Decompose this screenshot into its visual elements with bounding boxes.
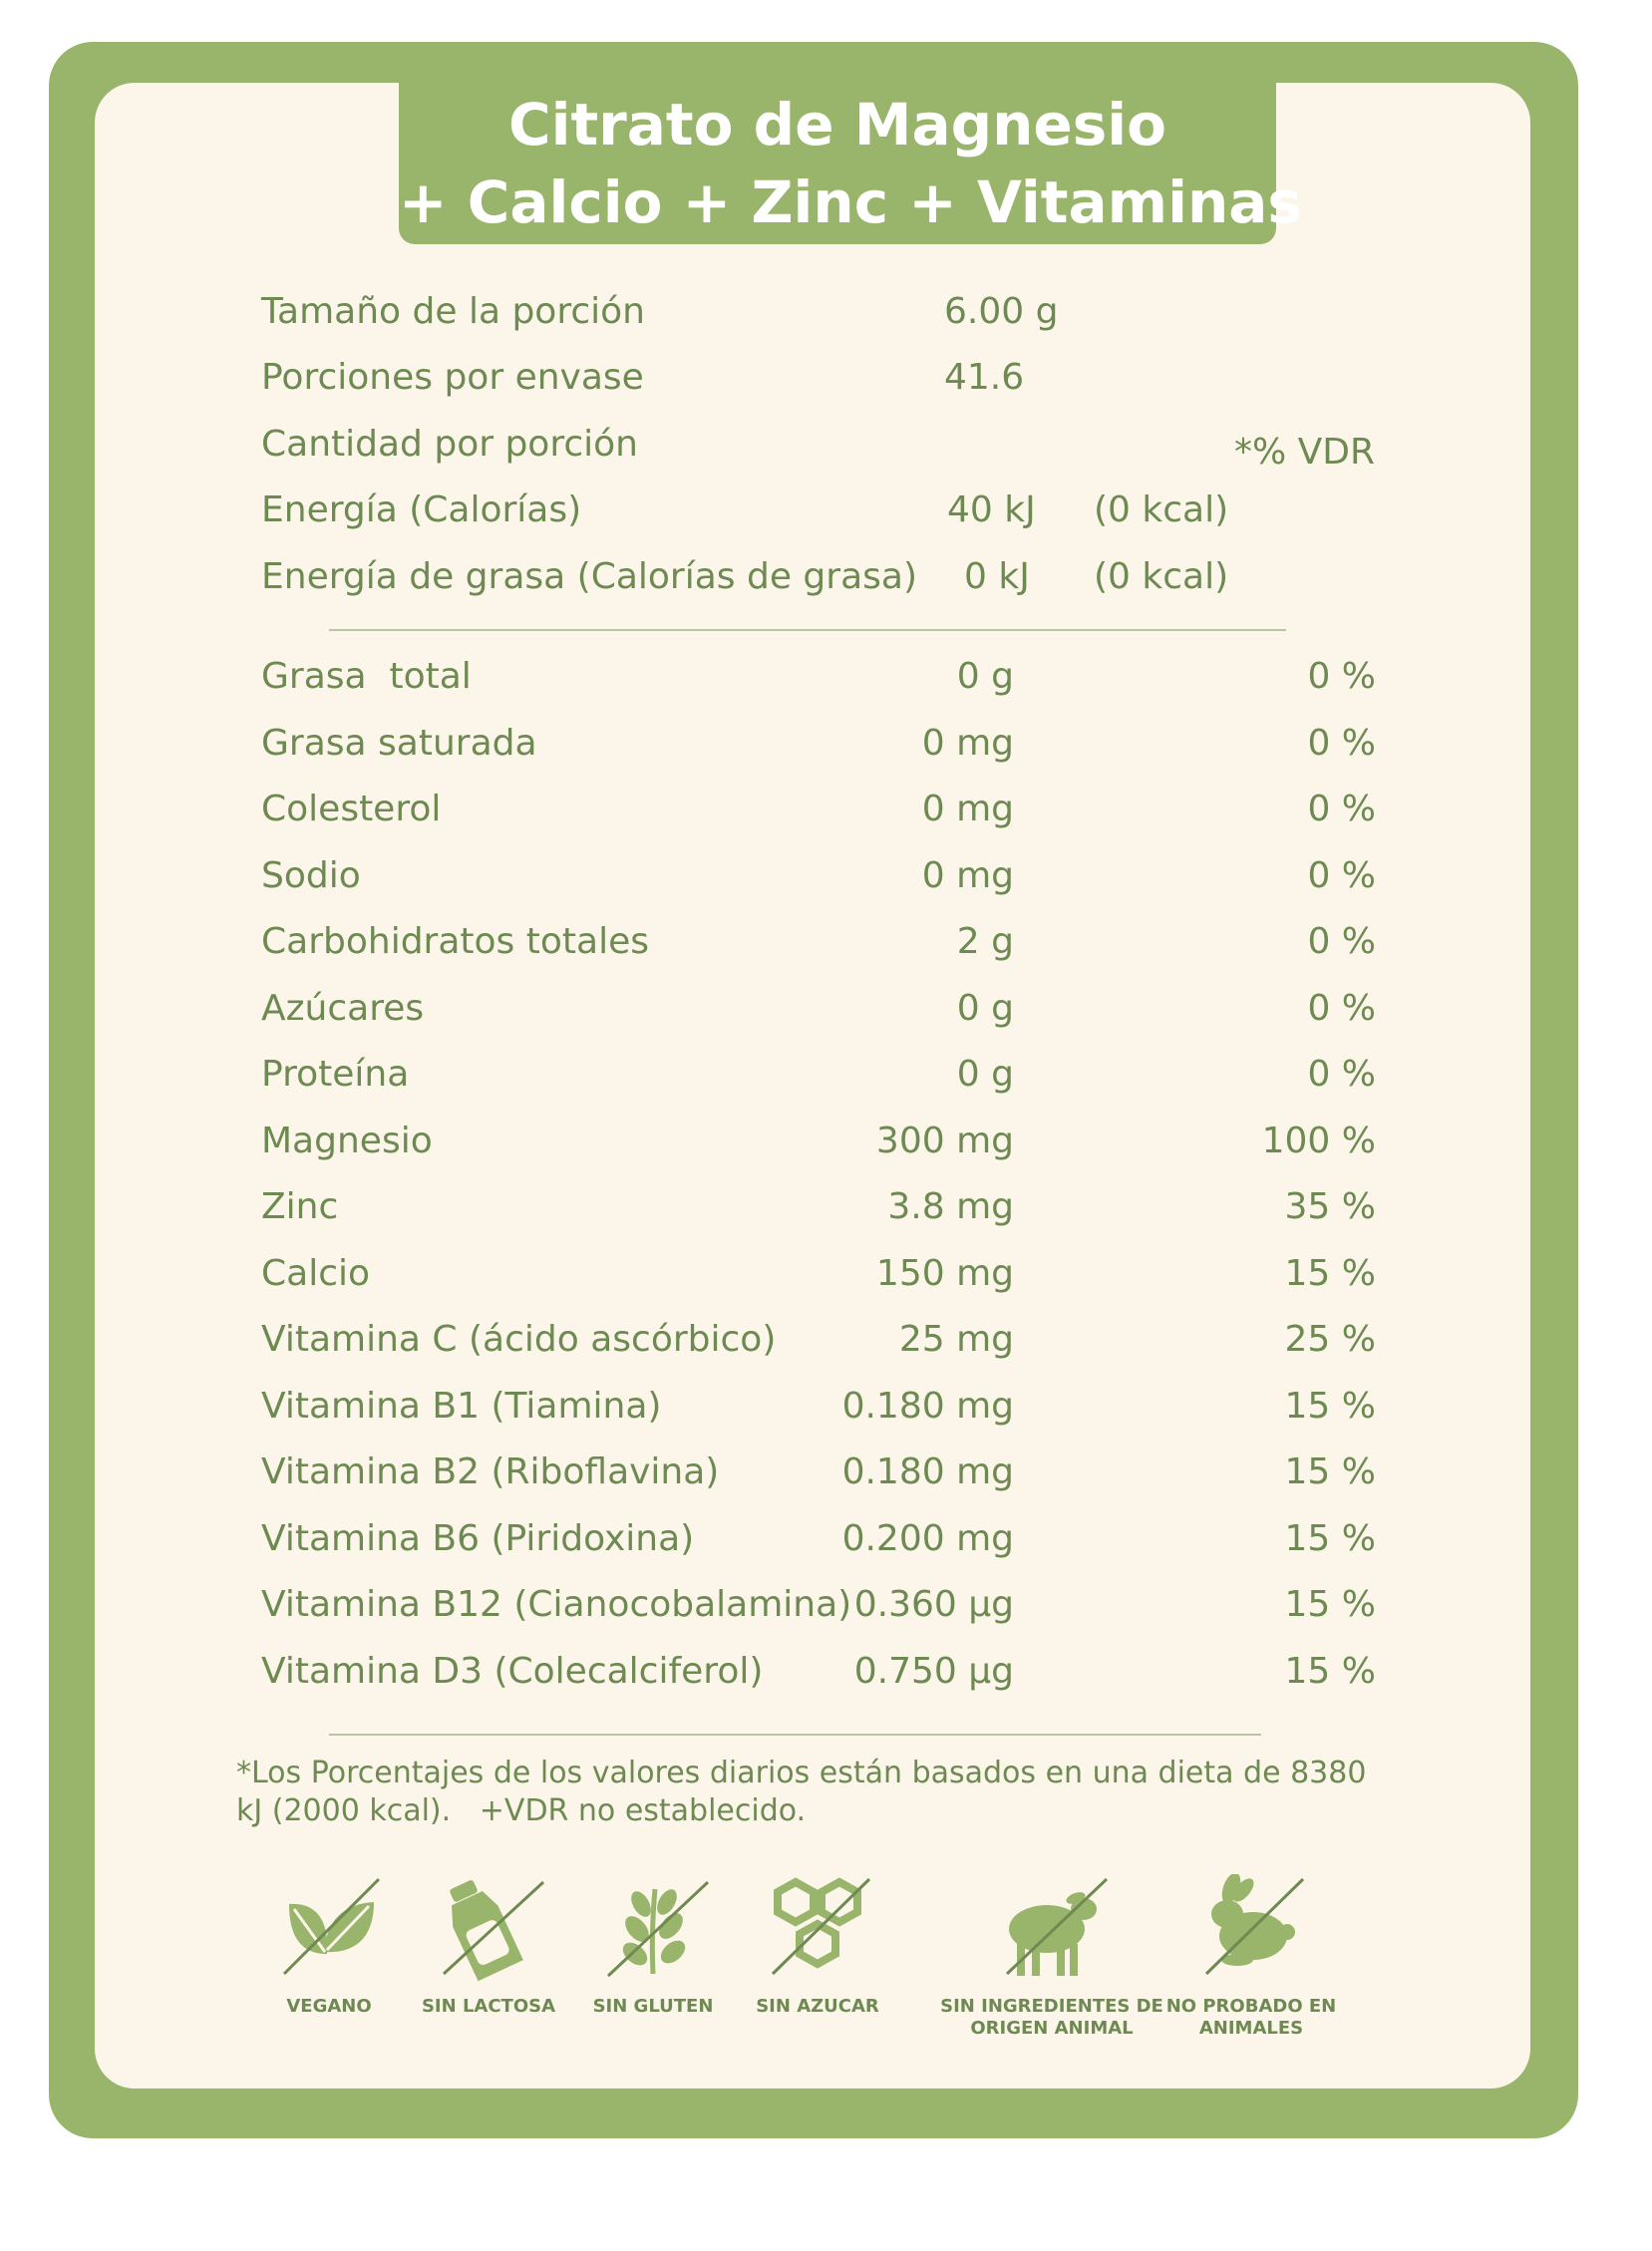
nutrient-vdr: 0 % <box>1307 722 1376 764</box>
nutrient-vdr: 0 % <box>1307 789 1376 829</box>
nutrient-row <box>261 1054 1388 1114</box>
nutrient-name: Calcio <box>261 1252 371 1294</box>
nutrient-name: Vitamina C (ácido ascórbico) <box>261 1319 777 1360</box>
nutrient-row <box>261 1121 1388 1180</box>
footnote-line-1: *Los Porcentajes de los valores diarios están basados en una dieta de 8380 <box>236 1756 1367 1790</box>
nutrient-name: Vitamina B6 (Piridoxina) <box>261 1517 695 1559</box>
amount-per-serving-label: Cantidad por porción <box>261 424 638 465</box>
footnote <box>236 1755 1403 1830</box>
nutrient-amount: 0 mg <box>921 854 1014 896</box>
product-title <box>399 80 1302 244</box>
nutrient-vdr: 0 % <box>1307 921 1376 962</box>
nutrient-vdr: 15 % <box>1284 1517 1376 1559</box>
badge-sin-gluten-label: SIN GLUTEN <box>592 1996 714 2017</box>
rabbit-icon <box>1191 1874 1311 1984</box>
nutrient-amount: 0 g <box>956 987 1014 1029</box>
badge-sin-lactosa-label: SIN LACTOSA <box>421 1996 556 2017</box>
nutrient-name: Vitamina B2 (Riboflavina) <box>261 1451 720 1492</box>
badge-no-probado-line-2: ANIMALES <box>1198 2018 1304 2039</box>
wheat-icon <box>593 1874 713 1984</box>
badge-no-probado-line-1: NO PROBADO EN <box>1165 1996 1337 2017</box>
amount-per-serving-row <box>261 424 1388 483</box>
nutrient-name: Magnesio <box>261 1120 433 1161</box>
nutrient-row <box>261 1451 1388 1511</box>
nutrient-name: Sodio <box>261 854 361 896</box>
nutrient-amount: 0.750 µg <box>853 1650 1014 1692</box>
fat-energy-row <box>261 556 1388 616</box>
nutrient-vdr: 35 % <box>1284 1186 1376 1227</box>
nutrient-amount: 0.180 mg <box>841 1385 1014 1427</box>
serving-size-value: 6.00 g <box>944 291 1059 332</box>
bottle-icon <box>429 1874 548 1984</box>
badge-vegano-label: VEGANO <box>286 1996 372 2017</box>
fat-energy-kj: 0 kJ <box>964 556 1030 597</box>
nutrient-name: Grasa total <box>261 656 472 697</box>
fat-energy-label: Energía de grasa (Calorías de grasa) <box>261 556 918 597</box>
nutrient-row <box>261 921 1388 981</box>
leaf-icon <box>269 1874 389 1984</box>
nutrient-row <box>261 1386 1388 1446</box>
badge-sin-ingredientes-line-2: ORIGEN ANIMAL <box>970 2018 1134 2039</box>
nutrient-vdr: 15 % <box>1284 1650 1376 1692</box>
servings-value: 41.6 <box>944 357 1025 398</box>
nutrient-amount: 300 mg <box>875 1120 1014 1161</box>
nutrient-vdr: 0 % <box>1307 1054 1376 1095</box>
energy-label: Energía (Calorías) <box>261 489 582 530</box>
hexagon-icon <box>758 1874 877 1984</box>
nutrient-name: Vitamina D3 (Colecalciferol) <box>261 1650 764 1692</box>
servings-label: Porciones por envase <box>261 357 644 398</box>
nutrient-vdr: 15 % <box>1284 1385 1376 1427</box>
nutrient-name: Zinc <box>261 1186 339 1227</box>
nutrient-vdr: 25 % <box>1284 1319 1376 1360</box>
energy-kcal: (0 kcal) <box>1094 489 1229 530</box>
serving-size-label: Tamaño de la porción <box>261 291 645 332</box>
header-divider <box>329 629 1286 631</box>
nutrient-amount: 0.200 mg <box>841 1517 1014 1559</box>
energy-row <box>261 489 1388 549</box>
title-line-1: Citrato de Magnesio <box>508 91 1166 159</box>
nutrient-name: Vitamina B1 (Tiamina) <box>261 1385 662 1427</box>
badge-row <box>249 1874 1446 2064</box>
nutrient-vdr: 15 % <box>1284 1451 1376 1492</box>
nutrient-name: Colesterol <box>261 789 442 829</box>
nutrient-name: Vitamina B12 (Cianocobalamina) <box>261 1584 852 1625</box>
title-line-2: + Calcio + Zinc + Vitaminas <box>399 168 1302 236</box>
badge-sin-azucar <box>718 1874 917 2018</box>
badge-sin-azucar-label: SIN AZUCAR <box>756 1996 879 2017</box>
footnote-line-2: kJ (2000 kcal). +VDR no establecido. <box>236 1793 807 1828</box>
nutrient-vdr: 100 % <box>1261 1120 1376 1161</box>
nutrient-row <box>261 1186 1388 1246</box>
lamb-icon <box>992 1874 1112 1984</box>
nutrient-amount: 0 mg <box>921 722 1014 764</box>
nutrient-amount: 0 g <box>956 656 1014 697</box>
nutrient-row <box>261 855 1388 915</box>
nutrient-row <box>261 1651 1388 1711</box>
nutrient-amount: 0.360 µg <box>853 1584 1014 1625</box>
energy-kj: 40 kJ <box>947 489 1036 530</box>
badge-sin-ingredientes-line-1: SIN INGREDIENTES DE <box>940 1996 1163 2017</box>
serving-size-row <box>261 291 1388 351</box>
nutrient-row <box>261 1319 1388 1379</box>
nutrient-name: Carbohidratos totales <box>261 921 649 962</box>
nutrient-row <box>261 656 1388 716</box>
nutrient-amount: 25 mg <box>898 1319 1014 1360</box>
nutrient-row <box>261 1518 1388 1578</box>
nutrient-vdr: 15 % <box>1284 1584 1376 1625</box>
nutrient-amount: 2 g <box>956 921 1014 962</box>
footer-divider <box>329 1734 1261 1736</box>
nutrient-vdr: 0 % <box>1307 987 1376 1029</box>
nutrient-name: Grasa saturada <box>261 722 537 764</box>
nutrient-row <box>261 789 1388 848</box>
nutrient-amount: 0.180 mg <box>841 1451 1014 1492</box>
badge-sin-ingredientes <box>932 1874 1171 2040</box>
nutrient-row <box>261 988 1388 1048</box>
nutrient-amount: 0 g <box>956 1054 1014 1095</box>
nutrient-amount: 150 mg <box>875 1252 1014 1294</box>
nutrient-row <box>261 1253 1388 1313</box>
nutrient-amount: 3.8 mg <box>887 1186 1014 1227</box>
badge-no-probado <box>1152 1874 1351 2040</box>
nutrient-row <box>261 723 1388 783</box>
fat-energy-kcal: (0 kcal) <box>1094 556 1229 597</box>
nutrient-name: Azúcares <box>261 987 425 1029</box>
nutrient-name: Proteína <box>261 1054 410 1095</box>
nutrient-amount: 0 mg <box>921 789 1014 829</box>
vdr-header: *% VDR <box>1234 432 1376 473</box>
nutrient-vdr: 15 % <box>1284 1252 1376 1294</box>
nutrient-row <box>261 1584 1388 1644</box>
nutrient-vdr: 0 % <box>1307 656 1376 697</box>
servings-per-container-row <box>261 357 1388 417</box>
nutrient-vdr: 0 % <box>1307 854 1376 896</box>
